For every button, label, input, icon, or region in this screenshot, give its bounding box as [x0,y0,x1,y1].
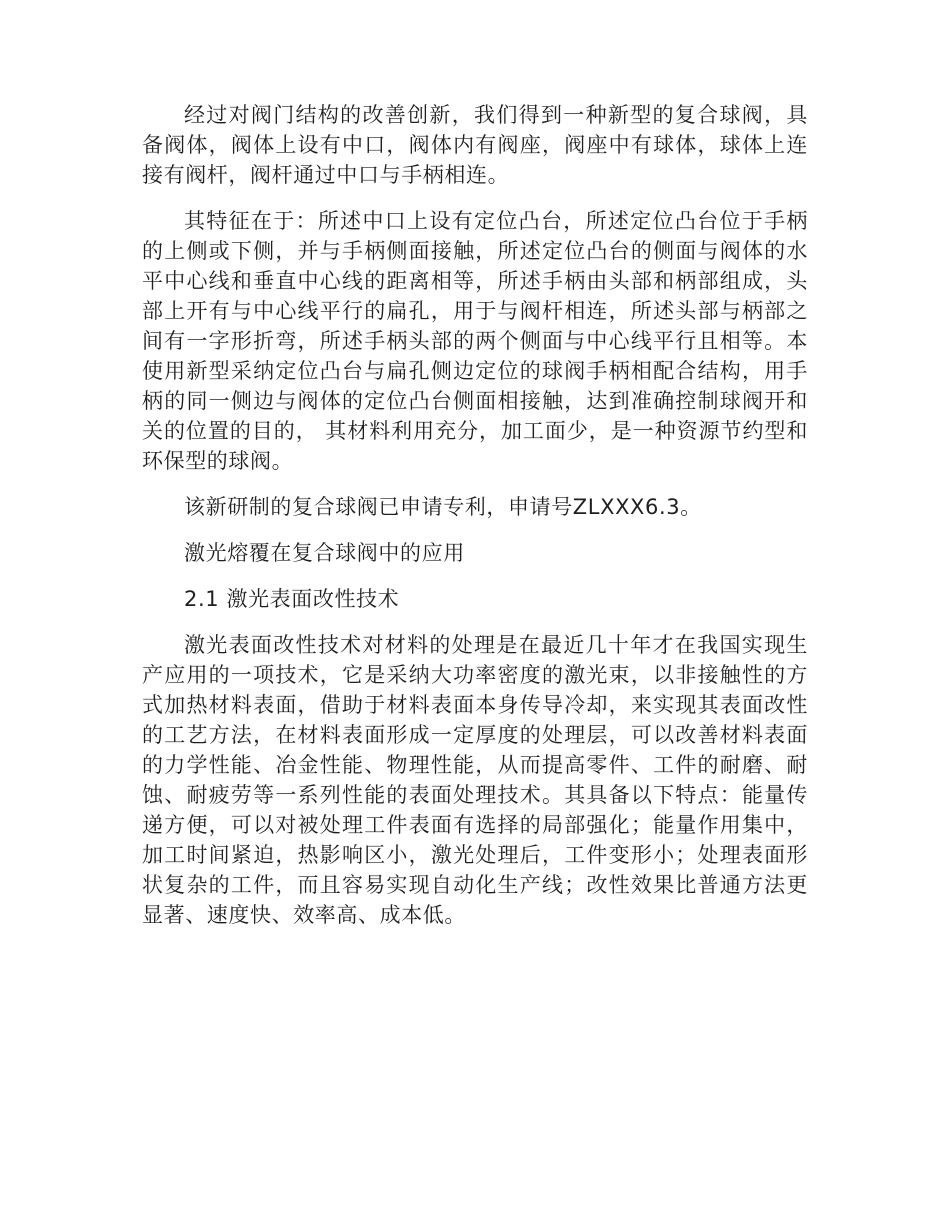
paragraph-patent: 该新研制的复合球阀已申请专利，申请号ZLXXX6.3。 [184,495,702,519]
section-title: 激光熔覆在复合球阀中的应用 [184,541,465,565]
subsection-title: 2.1 激光表面改性技术 [184,587,400,611]
document-page [142,100,808,930]
paragraph-valve-structure: 经过对阀门结构的改善创新，我们得到一种新型的复合球阀，具备阀体，阀体上设有中口，阀体内有阀座，阀座中有球体，球体上连接有阀杆，阀杆通过中口与手柄相连。 [142,103,808,187]
paragraph-features: 其特征在于：所述中口上设有定位凸台，所述定位凸台位于手柄的上侧或下侧，并与手柄侧面接触，所述定位凸台的侧面与阀体的水平中心线和垂直中心线的距离相等，所述手柄由头部和柄部组成，头部上开有与中心线平行的扁孔，用于与阀杆相连，所述头部与柄部之间有一字形折弯，所述手柄头部的两个侧面与中心线平行且相等。本使用新型采纳定位凸台与扁孔侧边定位的球阀手柄相配合结构，用手柄的同一侧边与阀体的定位凸台侧面相接触，达到准确控制球阀开和关的位置的目的， 其材料利用充分，加工面少，是一种资源节约型和环保型的球阀。 [142,209,808,473]
paragraph-laser-technology: 激光表面改性技术对材料的处理是在最近几十年才在我国实现生产应用的一项技术，它是采纳大功率密度的激光束，以非接触性的方式加热材料表面，借助于材料表面本身传导冷却，来实现其表面改性的工艺方法，在材料表面形成一定厚度的处理层，可以改善材料表面的力学性能、冶金性能、物理性能，从而提高零件、工件的耐磨、耐蚀、耐疲劳等一系列性能的表面处理技术。其具备以下特点：能量传递方便，可以对被处理工件表面有选择的局部强化；能量作用集中，加工时间紧迫，热影响区小，激光处理后，工件变形小；处理表面形状复杂的工件，而且容易实现自动化生产线；改性效果比普通方法更显著、速度快、效率高、成本低。 [142,633,808,927]
